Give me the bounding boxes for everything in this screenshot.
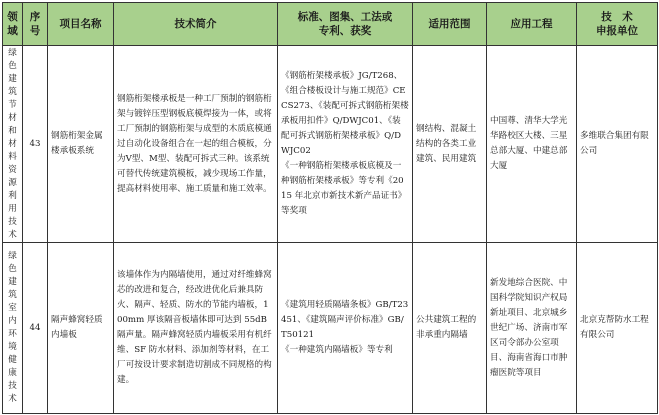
header-scope: 适用范围 xyxy=(413,3,487,46)
header-intro: 技术简介 xyxy=(114,3,278,46)
row-standards: 《建筑用轻质隔墙条板》GB/T23451、《建筑隔声评价标准》GB/T50121 《一种建筑内隔墙板》等专利 xyxy=(278,243,413,414)
row-name: 钢筋桁架金属楼承板系统 xyxy=(48,46,114,243)
header-projects: 应用工程 xyxy=(487,3,577,46)
row-scope: 钢结构、混凝土结构的各类工业建筑、民用建筑 xyxy=(413,46,487,243)
table-row xyxy=(3,46,658,243)
row-projects: 新发地综合医院、中国科学院知识产权局新址项目、北京城乡世纪广场、济南市军区司令部办公室项目、海南省海口市肿瘤医院等项目 xyxy=(487,243,577,414)
header-domain: 领 域 xyxy=(3,3,23,46)
row-domain: 绿 色 建 筑 室 内 环 境 健 康 技 术 xyxy=(3,243,23,414)
row-name: 隔声蜂窝轻质内墙板 xyxy=(48,243,114,414)
header-unit: 技 术 申报单位 xyxy=(577,3,658,46)
row-unit: 北京克帮防水工程有限公司 xyxy=(577,243,658,414)
row-seq: 43 xyxy=(23,46,48,243)
row-intro: 钢筋桁架楼承板是一种工厂预制的钢筋桁架与镀锌压型钢板底模焊接为一体，或将工厂预制的钢筋桁架与成型的木质底模通过自动化设备组合在一起的组合模板，分为V型、M型、装配可拆式三种。该系统可替代传统建筑模板，减少现场工作量，提高材料使用率、施工质量和施工效率。 xyxy=(114,46,278,243)
row-projects: 中国尊、清华大学光华路校区大楼、三星总部大厦、中建总部大厦 xyxy=(487,46,577,243)
row-unit: 多维联合集团有限公司 xyxy=(577,46,658,243)
header-name: 项目名称 xyxy=(48,3,114,46)
row-standards: 《钢筋桁架楼承板》JG/T268、《组合楼板设计与施工规范》CECS273、《装配可拆式钢筋桁架楼承板用扣件》Q/DWJC01、《装配可拆式钢筋桁架楼承板》Q/DWJC02 《一种钢筋桁架楼承板底模及一种钢筋桁架楼承板》等专利《2015 年北京市新技术新产品证书》等奖项 xyxy=(278,46,413,243)
tech-table xyxy=(2,2,658,414)
row-seq: 44 xyxy=(23,243,48,414)
header-seq: 序 号 xyxy=(23,3,48,46)
header-row xyxy=(3,3,658,46)
row-intro: 该墙体作为内隔墙使用，通过对纤维蜂窝芯的改进和复合，经改进优化后兼具防火、隔声、轻质、防水的节能内墙板，100mm 厚该隔音板墙体即可达到 55dB 隔声量。隔声蜂窝轻质内墙板采用有机纤维、SF 防水材料、添加剂等材料，在工厂可按设计要求制造切割成不同规格的构建。 xyxy=(114,243,278,414)
row-scope: 公共建筑工程的非承重内隔墙 xyxy=(413,243,487,414)
header-standards: 标准、图集、工法或 专利、获奖 xyxy=(278,3,413,46)
table-row xyxy=(3,243,658,414)
row-domain: 绿 色 建 筑 节 材 和 材 料 资 源 利 用 技 术 xyxy=(3,46,23,243)
